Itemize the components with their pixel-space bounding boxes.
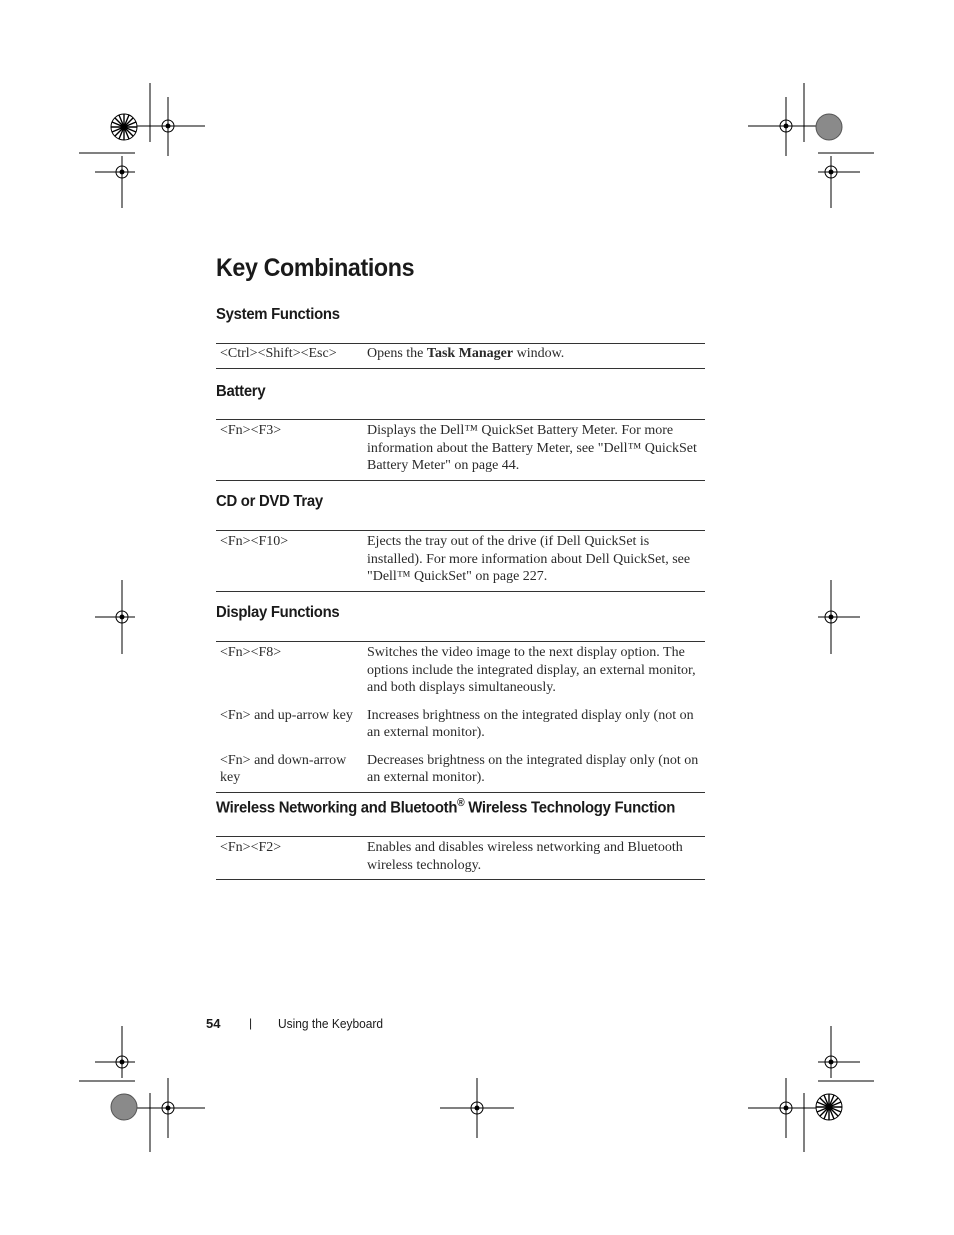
key-combo: <Fn><F10>	[220, 534, 289, 549]
table-row	[216, 420, 705, 480]
table-row	[216, 705, 705, 744]
section-heading-system-functions: System Functions	[216, 306, 340, 323]
section-heading-wireless: Wireless Networking and Bluetooth® Wireless Technology Function	[216, 797, 676, 817]
key-description: Enables and disables wireless networking and Bluetooth wireless technology.	[367, 840, 683, 873]
key-combo: <Fn><F2>	[220, 840, 282, 855]
section-heading-cd-dvd-tray: CD or DVD Tray	[216, 493, 323, 510]
footer-section-name: Using the Keyboard	[278, 1016, 384, 1031]
key-description: Displays the Dell™ QuickSet Battery Meter. For more information about the Battery Meter, see "Dell™ QuickSet Battery Meter" on page 44.	[367, 423, 697, 473]
section-heading-display-functions: Display Functions	[216, 604, 340, 621]
key-table-display-functions	[216, 641, 705, 793]
key-description: Switches the video image to the next display option. The options include the integrated display, an external monitor, and both displays simultaneously.	[367, 645, 696, 695]
section-heading-battery: Battery	[216, 383, 266, 400]
key-combo: <Fn> and up-arrow key	[220, 707, 353, 723]
key-table-wireless	[216, 836, 705, 880]
task-manager-label: Task Manager	[426, 346, 514, 361]
key-description: Increases brightness on the integrated display only (not on an external monitor).	[367, 707, 694, 740]
key-description: Opens the Task Manager window.	[367, 346, 565, 361]
key-description: Ejects the tray out of the drive (if Dell QuickSet is installed). For more information about Dell QuickSet, see "Dell™ QuickSet" on page 227.	[367, 534, 691, 584]
table-row	[216, 750, 705, 792]
key-combo: <Ctrl><Shift><Esc>	[220, 346, 337, 361]
key-description: Decreases brightness on the integrated display only (not on an external monitor).	[367, 752, 699, 785]
key-table-cd-dvd-tray	[216, 530, 705, 592]
table-row	[216, 344, 705, 368]
table-row	[216, 642, 705, 699]
table-row	[216, 531, 705, 591]
key-table-battery	[216, 419, 705, 481]
key-combo: <Fn><F8>	[220, 645, 282, 660]
table-row	[216, 837, 705, 879]
key-table-system-functions	[216, 343, 705, 369]
registered-mark: ®	[457, 797, 465, 809]
key-combo: <Fn><F3>	[220, 423, 282, 438]
page-title: Key Combinations	[216, 254, 415, 282]
key-combo: <Fn> and down-arrow key	[220, 752, 347, 785]
footer-separator: |	[249, 1016, 253, 1030]
page-number: 54	[206, 1016, 221, 1031]
